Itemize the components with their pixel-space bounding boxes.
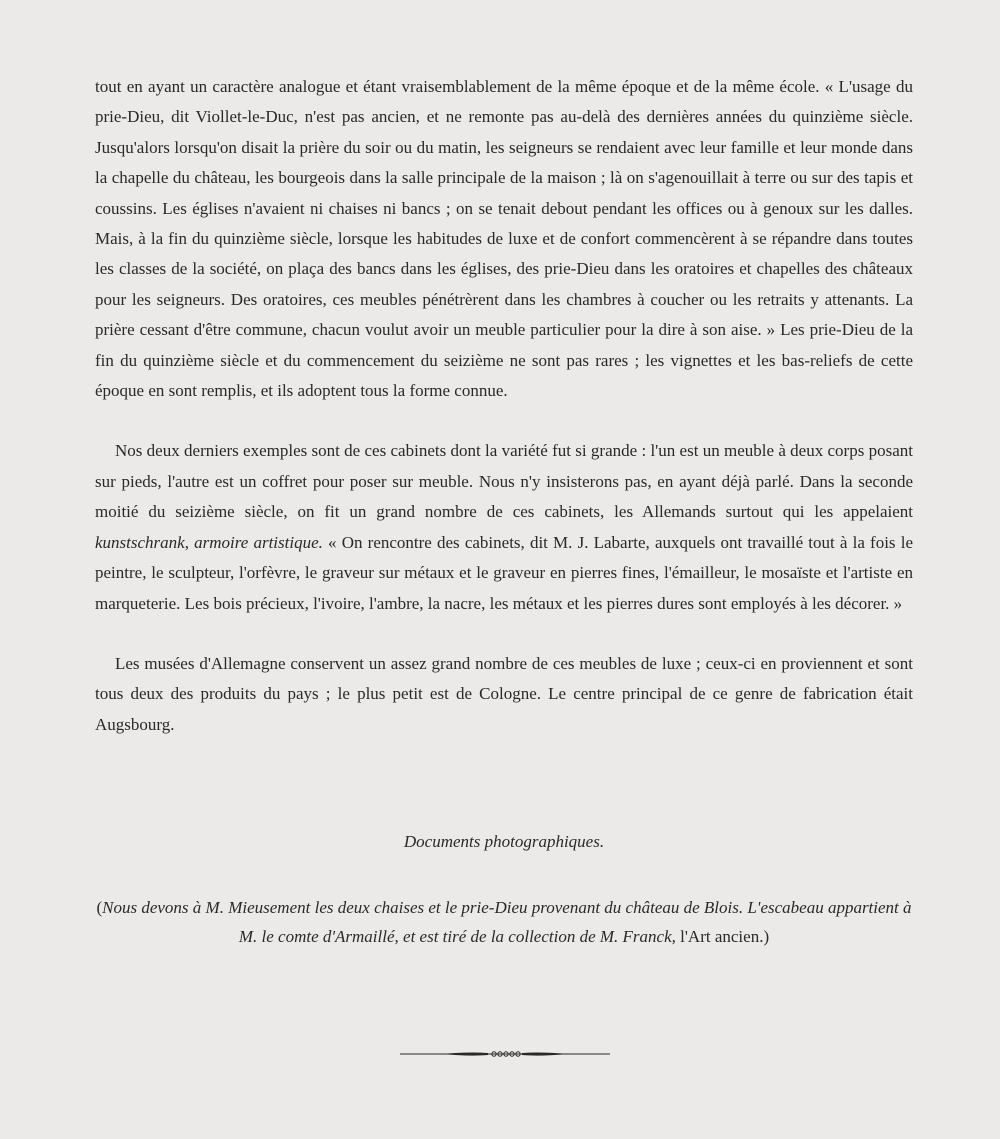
documents-heading: Documents photographiques. bbox=[403, 832, 605, 851]
body-text bbox=[95, 72, 913, 740]
term-kunstschrank: kunstschrank bbox=[95, 532, 185, 552]
paragraph-1: tout en ayant un caractère analogue et étant vraisemblablement de la même époque et de la même école. « L'usage du prie-Dieu, dit Viollet-le-Duc, n'est pas ancien, et ne remonte pas au-delà des dernières années du quinzième siècle. Jusqu'alors lorsqu'on disait la prière du soir ou du matin, les seigneurs se rendaient avec leur famille et leur monde dans la chapelle du château, les bourgeois dans la salle principale de la maison ; là on s'agenouillait à terre ou sur des tapis et coussins. Les églises n'avaient ni chaises ni bancs ; on se tenait debout pendant les offices ou à genoux sur les dalles. Mais, à la fin du quinzième siècle, lorsque les habitudes de luxe et de confort commencèrent à se répandre dans toutes les classes de la société, on plaça des bancs dans les églises, des prie-Dieu dans les oratoires et chapelles des châteaux pour les seigneurs. Des oratoires, ces meubles pénétrèrent dans les chambres à coucher ou les retraits y attenants. La prière cessant d'être commune, chacun voulut avoir un meuble particulier pour la dire à son aise. » Les prie-Dieu de la fin du quinzième siècle et du commencement du seizième ne sont pas rares ; les vignettes et les bas-reliefs de cette époque en sont remplis, et ils adoptent tous la forme connue. bbox=[95, 77, 913, 401]
paragraph-2-before: Nos deux derniers exemples sont de ces cabinets dont la variété fut si grande : l'un est un meuble à deux corps posant sur pieds, l'autre est un coffret pour poser sur meuble. Nous n'y insisterons pas, en ayant déjà parlé. Dans la seconde moitié du seizième siècle, on fit un grand nombre de ces cabinets, les Allemands surtout qui les appelaient bbox=[95, 441, 913, 522]
credit-open-paren: ( bbox=[96, 898, 103, 917]
paragraph-2-between: , bbox=[184, 532, 195, 552]
credit-italic-text: Nous devons à M. Mieusement les deux chaises et le prie-Dieu provenant du château de Blois. L'escabeau appartient à M. le comte d'Armaillé, et est tiré de la collection de M. Franck, bbox=[102, 898, 912, 946]
paragraph-2-after: « On rencontre des cabinets, dit M. J. Labarte, auxquels ont travaillé tout à la fois le peintre, le sculpteur, l'orfèvre, le graveur sur métaux et le graveur en pierres fines, l'émailleur, le mosaïste et l'artiste en marqueterie. Les bois précieux, l'ivoire, l'ambre, la nacre, les métaux et les pierres dures sont employés à les décorer. » bbox=[95, 532, 913, 613]
photo-credit bbox=[95, 893, 913, 951]
paragraph-3: Les musées d'Allemagne conservent un assez grand nombre de ces meubles de luxe ; ceux-ci en proviennent et sont tous deux des produits du pays ; le plus petit est de Cologne. Le centre principal de ce genre de fabrication était Augsbourg. bbox=[95, 653, 913, 734]
paragraph-2 bbox=[95, 436, 913, 618]
credit-tail: l'Art ancien.) bbox=[675, 927, 770, 946]
tailpiece-rule-ornament-icon bbox=[400, 1046, 610, 1062]
term-armoire-artistique: armoire artistique. bbox=[194, 532, 323, 552]
